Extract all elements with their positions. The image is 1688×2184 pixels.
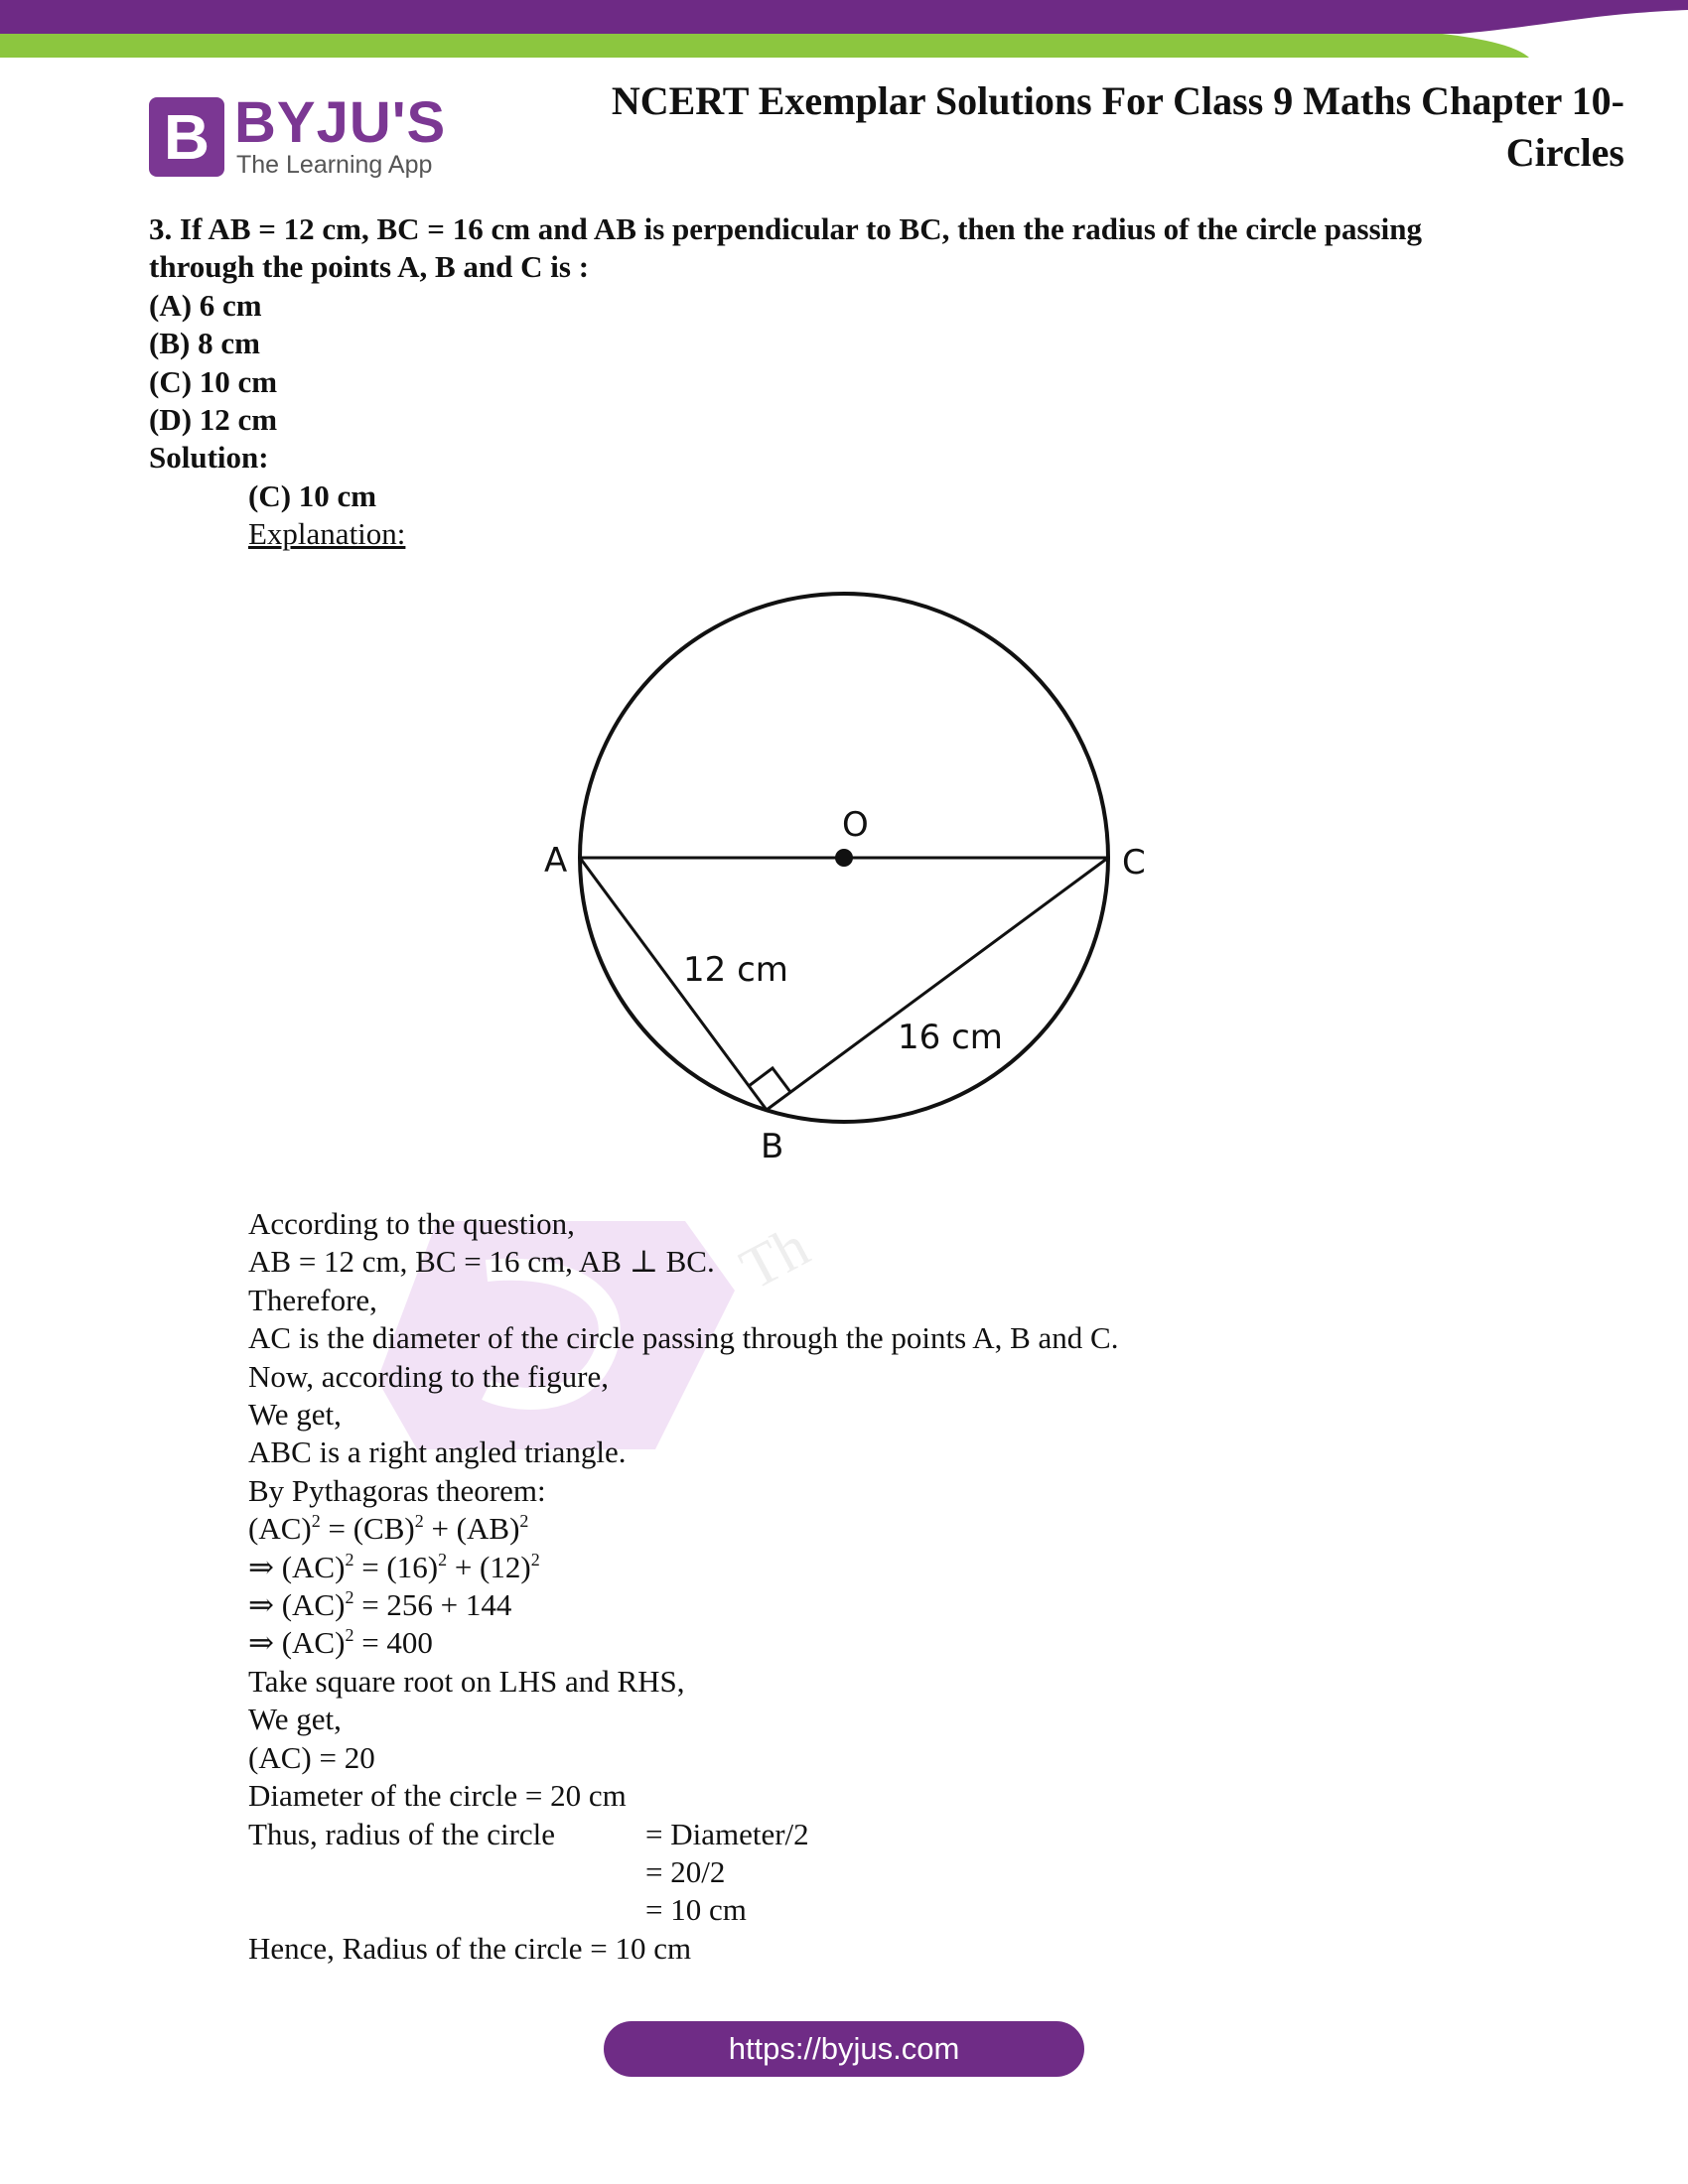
- radius-label: Thus, radius of the circle: [248, 1816, 556, 1851]
- question-text-line-2: through the points A, B and C is :: [149, 249, 590, 285]
- radius-step-2: [248, 1853, 1539, 1891]
- explanation-line-1: According to the question,: [248, 1206, 575, 1241]
- explanation-line-6: We get,: [248, 1397, 342, 1433]
- label-point-o: O: [842, 805, 869, 845]
- option-b: (B) 8 cm: [149, 326, 260, 361]
- equation-1: (AC)$^2$ = (CB)$^2$ + (AB)$^2$: [248, 1511, 529, 1547]
- footer-url-link[interactable]: https://byjus.com: [604, 2021, 1084, 2077]
- label-ab-length: 12 cm: [683, 950, 788, 990]
- option-c: (C) 10 cm: [149, 363, 278, 399]
- page-title: [433, 75, 1624, 179]
- explanation-line-8: By Pythagoras theorem:: [248, 1472, 546, 1508]
- explanation-line-5: Now, according to the figure,: [248, 1358, 609, 1394]
- conclusion: Hence, Radius of the circle = 10 cm: [248, 1930, 692, 1966]
- radius-step-value-2: = 20/2: [645, 1853, 726, 1889]
- radius-step-value-1: = Diameter/2: [645, 1816, 809, 1851]
- explanation-line-9: Take square root on LHS and RHS,: [248, 1663, 685, 1699]
- logo-name: BYJU'S: [234, 90, 447, 155]
- title-line-2: Circles: [1505, 130, 1624, 175]
- logo-icon: B: [149, 97, 224, 177]
- explanation-line-4: AC is the diameter of the circle passing through the points A, B and C.: [248, 1320, 1119, 1356]
- option-a: (A) 6 cm: [149, 287, 262, 323]
- explanation-line-3: Therefore,: [248, 1282, 377, 1317]
- label-point-b: B: [761, 1127, 784, 1166]
- right-angle-mark: [749, 1068, 790, 1092]
- question-text-line-1: 3. If AB = 12 cm, BC = 16 cm and AB is perpendicular to BC, then the radius of the circle passing: [149, 211, 1422, 246]
- solution-answer: (C) 10 cm: [248, 478, 377, 513]
- radius-step-1: [248, 1816, 1539, 1853]
- label-bc-length: 16 cm: [898, 1018, 1003, 1057]
- center-point-o: [835, 849, 853, 867]
- segment-bc: [767, 858, 1108, 1110]
- explanation-line-10: We get,: [248, 1702, 342, 1737]
- solution-label: Solution:: [149, 440, 269, 476]
- question-block: [149, 210, 1579, 554]
- circle-figure: [516, 578, 1192, 1173]
- svg-text:Th: Th: [730, 1212, 819, 1302]
- explanation-line-11: (AC) = 20: [248, 1739, 375, 1775]
- option-d: (D) 12 cm: [149, 402, 278, 438]
- radius-step-3: [248, 1891, 1539, 1929]
- logo-tagline: The Learning App: [236, 151, 433, 179]
- label-point-c: C: [1122, 843, 1146, 883]
- radius-step-value-3: = 10 cm: [645, 1892, 747, 1928]
- explanation-line-7: ABC is a right angled triangle.: [248, 1434, 627, 1470]
- explanation-line-2: AB = 12 cm, BC = 16 cm, AB ⊥ BC.: [248, 1244, 715, 1280]
- title-line-1: NCERT Exemplar Solutions For Class 9 Maths Chapter 10-: [611, 78, 1624, 123]
- top-banner: [0, 0, 1688, 58]
- byjus-logo: [149, 90, 447, 183]
- equation-2: ⇒ $(AC)^2 = (16)^2 + (12)^2$: [248, 1549, 540, 1584]
- equation-4: ⇒ (AC)$^2$ = 400: [248, 1625, 433, 1661]
- explanation-body: [248, 1205, 1539, 1968]
- equation-3: ⇒ (AC)$^2$ = 256 + 144: [248, 1587, 512, 1623]
- explanation-line-12: Diameter of the circle = 20 cm: [248, 1778, 627, 1814]
- label-point-a: A: [544, 841, 568, 881]
- explanation-label: Explanation:: [248, 516, 406, 552]
- circle-diagram: [516, 578, 1192, 1173]
